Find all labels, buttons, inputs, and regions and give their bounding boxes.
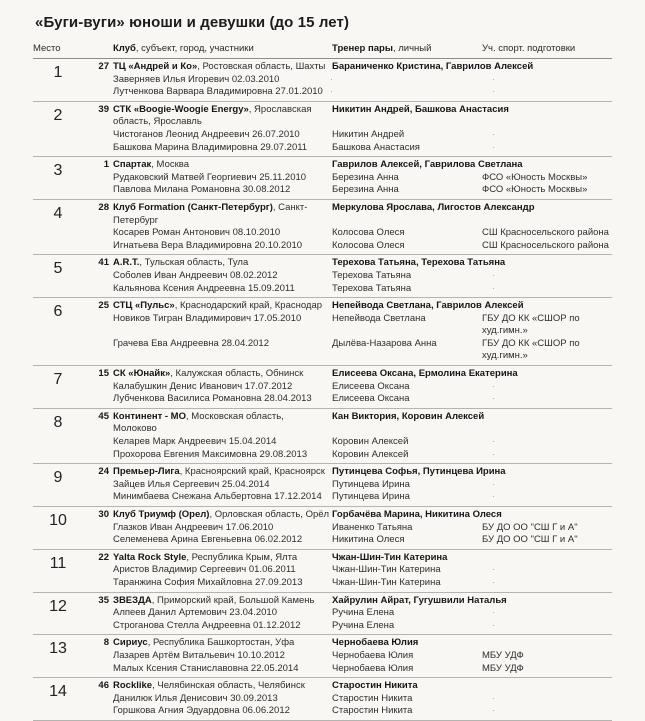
empty-mark: · <box>492 693 495 703</box>
col-header-training: Уч. спорт. подготовки <box>482 43 576 54</box>
club-name: Клуб Formation (Санкт-Петербург), Санкт-Петербург <box>113 201 308 226</box>
club-name: СТК «Boogie-Woogie Energy», Ярославская область, Ярославль <box>113 103 312 128</box>
participant-name: Башкова Марина Владимировна 29.07.2011 <box>113 141 308 153</box>
training-institution: МБУ УДФ <box>482 649 524 661</box>
training-institution: ФСО «Юность Москвы» <box>482 171 588 183</box>
participant-name: Алпеев Данил Артемович 23.04.2010 <box>113 607 277 619</box>
participant-name: Данилюк Илья Денисович 30.09.2013 <box>113 692 278 704</box>
empty-mark: · <box>492 620 495 630</box>
club-number: 28 <box>98 201 109 213</box>
personal-coach: Коровин Алексей <box>332 436 409 448</box>
club-name: СТЦ «Пульс», Краснодарский край, Краснодар <box>113 300 323 312</box>
participant-name: Заверняев Илья Игоревич 02.03.2010 <box>113 73 280 85</box>
pair-coach: Терехова Татьяна, Терехова Татьяна <box>332 257 506 269</box>
club-number: 41 <box>98 257 109 269</box>
place-number: 10 <box>49 512 67 529</box>
place-number: 7 <box>53 371 63 389</box>
personal-coach: Терехова Татьяна <box>332 282 412 294</box>
participant-name: Минимбаева Снежана Альбертовна 17.12.2014 <box>113 491 322 503</box>
club-name: ЗВЕЗДА, Приморский край, Большой Камень <box>113 594 315 606</box>
personal-coach: Башкова Анастасия <box>332 141 420 153</box>
training-institution: МБУ УДФ <box>482 662 524 674</box>
personal-coach: Иваненко Татьяна <box>332 521 413 533</box>
empty-mark: · <box>492 608 495 618</box>
personal-coach: Никитина Олеся <box>332 534 405 546</box>
personal-coach: Непейвода Светлана <box>332 312 426 324</box>
club-number: 22 <box>98 551 109 563</box>
empty-mark: · <box>492 142 495 152</box>
table-header <box>33 43 612 59</box>
personal-coach: Березина Анна <box>332 171 399 183</box>
table-body <box>33 59 612 721</box>
club-name: Спартак, Москва <box>113 159 189 171</box>
empty-mark: · <box>492 492 495 502</box>
place-number: 3 <box>53 162 63 180</box>
result-row <box>33 200 612 255</box>
result-row <box>33 255 612 298</box>
training-institution: СШ Красносельского района <box>482 239 609 251</box>
participant-name: Новиков Тигран Владимирович 17.05.2010 <box>113 312 302 324</box>
personal-coach: Чернобаева Юлия <box>332 662 414 674</box>
participant-name: Глазков Иван Андреевич 17.06.2010 <box>113 521 274 533</box>
pair-coach: Непейвода Светлана, Гаврилов Алексей <box>332 300 524 312</box>
col-header-place: Место <box>33 43 61 54</box>
club-number: 39 <box>98 103 109 115</box>
club-number: 24 <box>98 466 109 478</box>
personal-coach: Путинцева Ирина <box>332 478 410 490</box>
result-row <box>33 507 612 550</box>
result-row <box>33 59 612 102</box>
result-row <box>33 550 612 593</box>
place-number: 12 <box>49 597 67 615</box>
empty-mark: · <box>492 129 495 139</box>
empty-mark: · <box>492 449 495 459</box>
participant-name: Малых Ксения Станиславовна 22.05.2014 <box>113 662 299 674</box>
participant-name: Лубченкова Василиса Романовна 28.04.2013 <box>113 393 312 405</box>
empty-mark: · <box>492 394 495 404</box>
empty-mark: · <box>492 706 495 716</box>
participant-name: Кальянова Ксения Андреевна 15.09.2011 <box>113 282 295 294</box>
personal-coach: Коровин Алексей <box>332 448 409 460</box>
participant-name: Аристов Владимир Сергеевич 01.06.2011 <box>113 564 296 576</box>
participant-name: Рудаковский Матвей Георгиевич 25.11.2010 <box>113 171 307 183</box>
place-number: 8 <box>53 413 63 431</box>
training-institution: БУ ДО ОО "СШ Г и А" <box>482 521 578 533</box>
personal-coach: Чернобаева Юлия <box>332 649 414 661</box>
result-row <box>33 409 612 464</box>
participant-name: Лазарев Артём Витальевич 10.10.2012 <box>113 649 285 661</box>
result-row <box>33 366 612 409</box>
place-number: 4 <box>53 204 63 222</box>
pair-coach: Никитин Андрей, Башкова Анастасия <box>332 103 509 115</box>
participant-name: Игнатьева Вера Владимировна 20.10.2010 <box>113 239 303 251</box>
participant-name: Павлова Милана Романовна 30.08.2012 <box>113 184 291 196</box>
result-row <box>33 593 612 636</box>
club-name: Континент - МО, Московская область, Молоково <box>113 410 284 435</box>
personal-coach: Терехова Татьяна <box>332 269 412 281</box>
pair-coach: Гаврилов Алексей, Гаврилова Светлана <box>332 159 523 171</box>
training-institution: СШ Красносельского района <box>482 227 609 239</box>
pair-coach: Чернобаева Юлия <box>332 637 419 649</box>
empty-mark: · <box>492 479 495 489</box>
empty-mark: · <box>492 577 495 587</box>
place-number: 2 <box>53 106 63 124</box>
pair-coach: Елисеева Оксана, Ермолина Екатерина <box>332 368 518 380</box>
place-number: 9 <box>53 469 63 487</box>
club-number: 27 <box>98 61 109 72</box>
participant-name: Прохорова Евгения Максимовна 29.08.2013 <box>113 448 308 460</box>
personal-coach: Путинцева Ирина <box>332 491 410 503</box>
participant-name: Соболев Иван Андреевич 08.02.2012 <box>113 269 278 281</box>
empty-mark: · <box>330 74 333 84</box>
club-name: Rocklike, Челябинская область, Челябинск <box>113 680 305 692</box>
personal-coach: Никитин Андрей <box>332 128 405 140</box>
personal-coach: Елисеева Оксана <box>332 380 410 392</box>
pair-coach: Старостин Никита <box>332 680 418 692</box>
participant-name: Строганова Стелла Андреевна 01.12.2012 <box>113 619 301 631</box>
personal-coach: Чжан-Шин-Тин Катерина <box>332 564 441 576</box>
col-header-coach: Тренер пары, личный <box>332 43 432 54</box>
participant-name: Зайцев Илья Сергеевич 25.04.2014 <box>113 478 270 490</box>
personal-coach: Ручина Елена <box>332 619 395 631</box>
result-row <box>33 635 612 678</box>
participant-name: Селеменева Арина Евгеньевна 06.02.2012 <box>113 534 303 546</box>
empty-mark: · <box>492 381 495 391</box>
pair-coach: Путинцева Софья, Путинцева Ирина <box>332 466 506 478</box>
participant-name: Грачева Ева Андреевна 28.04.2012 <box>113 337 270 349</box>
pair-coach: Чжан-Шин-Тин Катерина <box>332 551 448 563</box>
place-number: 1 <box>53 64 63 81</box>
training-institution: БУ ДО ОО "СШ Г и А" <box>482 534 578 546</box>
pair-coach: Горбачёва Марина, Никитина Олеся <box>332 509 502 520</box>
club-number: 1 <box>103 159 109 171</box>
training-institution: ФСО «Юность Москвы» <box>482 184 588 196</box>
place-number: 11 <box>49 554 67 572</box>
result-row <box>33 157 612 200</box>
empty-mark: · <box>492 270 495 280</box>
personal-coach: Березина Анна <box>332 184 399 196</box>
personal-coach: Колосова Олеся <box>332 227 405 239</box>
place-number: 13 <box>49 640 67 658</box>
club-name: A.R.T., Тульская область, Тула <box>113 257 249 269</box>
club-number: 35 <box>98 594 109 606</box>
empty-mark: · <box>492 283 495 293</box>
result-row <box>33 464 612 507</box>
training-institution: ГБУ ДО КК «СШОР по худ.гимн.» <box>482 337 580 362</box>
club-name: СК «Юнайк», Калужская область, Обнинск <box>113 368 304 380</box>
participant-name: Келарев Марк Андреевич 15.04.2014 <box>113 436 277 448</box>
personal-coach: Ручина Елена <box>332 607 395 619</box>
place-number: 14 <box>49 683 67 701</box>
pair-coach: Кан Виктория, Коровин Алексей <box>332 410 485 422</box>
club-name: Премьер-Лига, Красноярский край, Красноярск <box>113 466 325 478</box>
personal-coach: Колосова Олеся <box>332 239 405 251</box>
club-name: Сириус, Республика Башкортостан, Уфа <box>113 637 295 649</box>
empty-mark: · <box>492 437 495 447</box>
personal-coach: Старостин Никита <box>332 705 413 717</box>
pair-coach: Бараниченко Кристина, Гаврилов Алексей <box>332 61 534 72</box>
club-name: ТЦ «Андрей и Ко», Ростовская область, Шахты <box>113 61 326 72</box>
club-number: 8 <box>103 637 109 649</box>
club-number: 15 <box>98 368 109 380</box>
empty-mark: · <box>492 74 495 84</box>
personal-coach: Чжан-Шин-Тин Катерина <box>332 576 441 588</box>
club-number: 30 <box>98 509 109 520</box>
place-number: 6 <box>53 303 63 321</box>
empty-mark: · <box>330 87 333 97</box>
club-name: Клуб Триумф (Орел), Орловская область, Орёл <box>113 509 330 520</box>
club-number: 25 <box>98 300 109 312</box>
page-title: «Буги-вуги» юноши и девушки (до 15 лет) <box>35 14 350 31</box>
place-number: 5 <box>53 260 63 278</box>
club-name: Yalta Rock Style, Республика Крым, Ялта <box>113 551 298 563</box>
result-row <box>33 298 612 366</box>
participant-name: Косарев Роман Антонович 08.10.2010 <box>113 227 281 239</box>
participant-name: Горшкова Агния Эдуардовна 06.06.2012 <box>113 705 290 717</box>
participant-name: Лутченкова Варвара Владимировна 27.01.2010 <box>113 86 323 98</box>
result-row <box>33 678 612 721</box>
participant-name: Калабушкин Денис Иванович 17.07.2012 <box>113 380 293 392</box>
empty-mark: · <box>492 87 495 97</box>
results-table <box>33 43 612 721</box>
empty-mark: · <box>492 565 495 575</box>
col-header-club: Клуб, субъект, город, участники <box>113 43 254 54</box>
participant-name: Таранжина София Михайловна 27.09.2013 <box>113 576 303 588</box>
participant-name: Чистоганов Леонид Андреевич 26.07.2010 <box>113 128 300 140</box>
pair-coach: Хайрулин Айрат, Гугушвили Наталья <box>332 594 507 606</box>
pair-coach: Меркулова Ярослава, Лигостов Александр <box>332 201 535 213</box>
training-institution: ГБУ ДО КК «СШОР по худ.гимн.» <box>482 312 580 337</box>
personal-coach: Дылёва-Назарова Анна <box>332 337 437 349</box>
club-number: 45 <box>98 410 109 422</box>
personal-coach: Старостин Никита <box>332 692 413 704</box>
personal-coach: Елисеева Оксана <box>332 393 410 405</box>
club-number: 46 <box>98 680 109 692</box>
result-row <box>33 102 612 157</box>
